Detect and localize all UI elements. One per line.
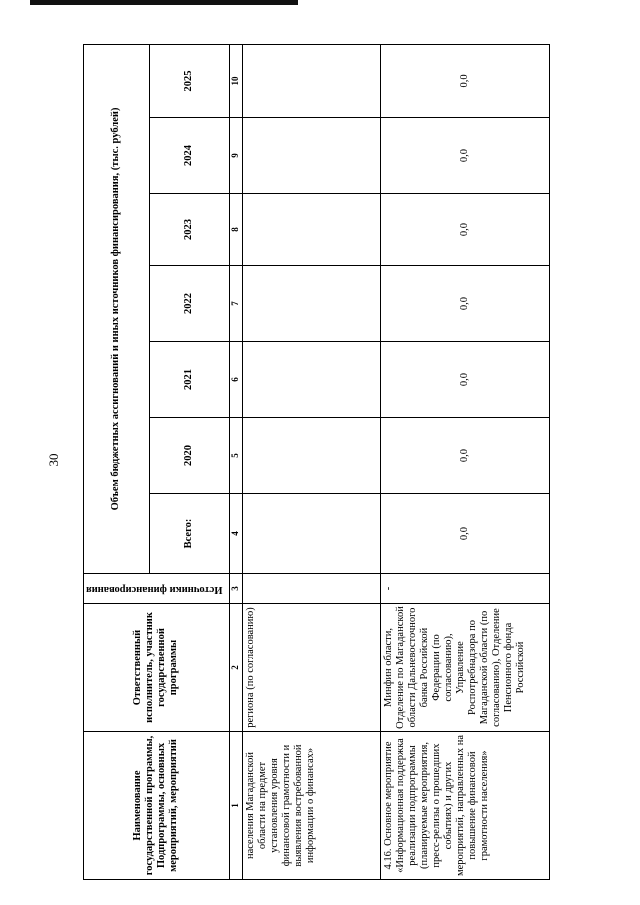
- row-value: 0,0: [380, 266, 549, 342]
- col-number: 7: [229, 266, 242, 342]
- row-value: [242, 118, 380, 194]
- year-2025: 2025: [149, 44, 229, 117]
- header-source: Источники финансирования: [86, 583, 223, 595]
- row-value: [242, 44, 380, 117]
- col-number: 2: [229, 604, 242, 732]
- row-value: 0,0: [380, 118, 549, 194]
- year-total: Всего:: [149, 494, 229, 574]
- row-source: [242, 574, 380, 604]
- top-rule: [30, 0, 298, 5]
- row-name: 4.16. Основное мероприятие «Информационная поддержка реализации подпрограммы (планируемые мероприятия, пресс-релизы о прошедших событиях) и других мероприятий, направленных на повышение финансовой грамотности населения»: [380, 732, 549, 880]
- header-source-cell: [84, 574, 230, 604]
- row-executor: Минфин области, Отделение по Магаданской области Дальневосточного банка Российской Федерации (по согласованию), Управление Роспотребнадзора по Магаданской области (по согласованию), Отделение Пенсионного фонда Российской: [380, 604, 549, 732]
- row-value: [242, 194, 380, 266]
- col-number: 4: [229, 494, 242, 574]
- year-2020: 2020: [149, 418, 229, 494]
- row-value: [242, 342, 380, 418]
- year-2023: 2023: [149, 194, 229, 266]
- year-2024: 2024: [149, 118, 229, 194]
- header-executor: Ответственный исполнитель, участник государственной программы: [84, 604, 230, 732]
- header-name: Наименование государственной программы, Подпрограммы, основных мероприятий, мероприятий: [84, 732, 230, 880]
- year-2022: 2022: [149, 266, 229, 342]
- row-executor: региона (по согласованию): [242, 604, 380, 732]
- row-value: 0,0: [380, 418, 549, 494]
- row-value: 0,0: [380, 44, 549, 117]
- col-number: 9: [229, 118, 242, 194]
- col-number: 10: [229, 44, 242, 117]
- row-value: [242, 418, 380, 494]
- table-row: [242, 44, 380, 879]
- budget-table: [83, 44, 550, 880]
- row-value: 0,0: [380, 342, 549, 418]
- row-source: -: [380, 574, 549, 604]
- col-number: 6: [229, 342, 242, 418]
- col-number: 5: [229, 418, 242, 494]
- col-number: 1: [229, 732, 242, 880]
- col-number: 3: [229, 574, 242, 604]
- row-value: [242, 266, 380, 342]
- budget-table-rotated: [83, 45, 550, 880]
- col-number: 8: [229, 194, 242, 266]
- page-number: 30: [46, 453, 61, 467]
- row-value: 0,0: [380, 194, 549, 266]
- year-2021: 2021: [149, 342, 229, 418]
- row-name: населения Магаданской области на предмет установления уровня финансовой грамотности и выявления востребованной информации о финансах»: [242, 732, 380, 880]
- row-value: [242, 494, 380, 574]
- header-funding: Объем бюджетных ассигнований и иных источников финансирования, (тыс. рублей): [84, 44, 150, 573]
- table-row: [380, 44, 549, 879]
- row-value: 0,0: [380, 494, 549, 574]
